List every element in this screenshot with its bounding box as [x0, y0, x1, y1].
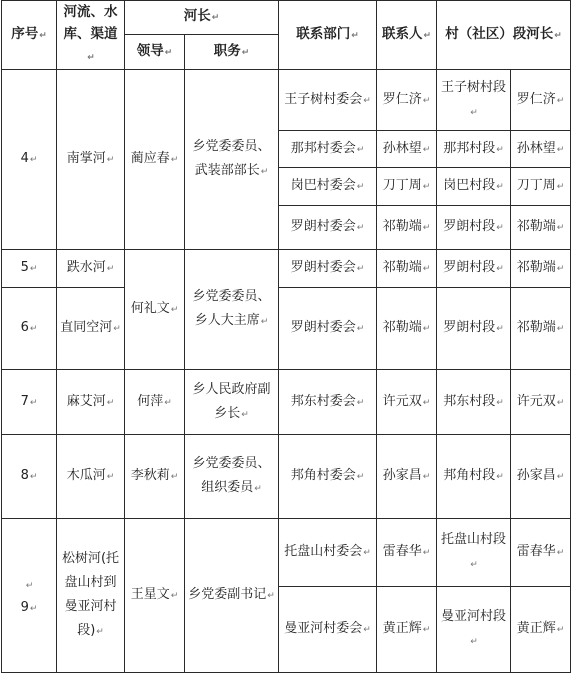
header-dept: 联系部门↵ — [279, 1, 377, 70]
cell-segment: 罗朗村段↵ — [437, 206, 511, 250]
header-chief: 河长↵ — [125, 1, 279, 35]
cell-segment: 邦东村段↵ — [437, 370, 511, 435]
cell-segment-chief: 孙林望↵ — [511, 131, 571, 168]
cell-river: 麻艾河↵ — [57, 370, 125, 435]
cell-position: 乡党委委员、乡人大主席↵ — [185, 250, 279, 370]
cell-seq: 4↵ — [2, 70, 57, 250]
header-leader: 领导↵ — [125, 34, 185, 69]
cell-leader: 李秋莉↵ — [125, 435, 185, 519]
header-contact: 联系人↵ — [377, 1, 437, 70]
cell-contact: 孙家昌↵ — [377, 435, 437, 519]
cell-leader: 何萍↵ — [125, 370, 185, 435]
cell-position: 乡党委委员、武装部部长↵ — [185, 70, 279, 250]
cell-segment-chief: 祁勒端↵ — [511, 288, 571, 370]
cell-dept: 托盘山村委会↵ — [279, 519, 377, 587]
cell-dept: 曼亚河村委会↵ — [279, 587, 377, 673]
cell-river: 直同空河↵ — [57, 288, 125, 370]
cell-river: 南掌河↵ — [57, 70, 125, 250]
cell-segment-chief: 罗仁济↵ — [511, 70, 571, 131]
river-chief-table — [1, 0, 571, 673]
cell-seq: ↵ 9↵ — [2, 519, 57, 673]
header-position: 职务↵ — [185, 34, 279, 69]
cell-leader: 王星文↵ — [125, 519, 185, 673]
cell-contact: 黄正辉↵ — [377, 587, 437, 673]
cell-leader: 蔺应春↵ — [125, 70, 185, 250]
table-row — [2, 370, 571, 435]
cell-segment: 曼亚河村段↵ — [437, 587, 511, 673]
cell-seq: 8↵ — [2, 435, 57, 519]
cell-dept: 邦角村委会↵ — [279, 435, 377, 519]
cell-river: 松树河(托盘山村到曼亚河村段)↵ — [57, 519, 125, 673]
cell-contact: 刀丁周↵ — [377, 168, 437, 206]
cell-contact: 祁勒端↵ — [377, 206, 437, 250]
cell-dept: 岗巴村委会↵ — [279, 168, 377, 206]
cell-dept: 罗朗村委会↵ — [279, 250, 377, 288]
header-village-chief: 村（社区）段河长↵ — [437, 1, 571, 70]
table-row — [2, 288, 571, 370]
cell-seq: 5↵ — [2, 250, 57, 288]
cell-contact: 祁勒端↵ — [377, 250, 437, 288]
cell-river: 跌水河↵ — [57, 250, 125, 288]
cell-segment-chief: 祁勒端↵ — [511, 206, 571, 250]
cell-contact: 祁勒端↵ — [377, 288, 437, 370]
cell-contact: 许元双↵ — [377, 370, 437, 435]
table-row — [2, 70, 571, 131]
cell-segment-chief: 许元双↵ — [511, 370, 571, 435]
cell-leader: 何礼文↵ — [125, 250, 185, 370]
table-row — [2, 435, 571, 519]
cell-contact: 雷春华↵ — [377, 519, 437, 587]
cell-segment-chief: 雷春华↵ — [511, 519, 571, 587]
cell-segment-chief: 刀丁周↵ — [511, 168, 571, 206]
cell-dept: 罗朗村委会↵ — [279, 288, 377, 370]
cell-segment: 邦角村段↵ — [437, 435, 511, 519]
cell-river: 木瓜河↵ — [57, 435, 125, 519]
cell-position: 乡人民政府副乡长↵ — [185, 370, 279, 435]
cell-seq: 7↵ — [2, 370, 57, 435]
table-row — [2, 519, 571, 587]
cell-seq: 6↵ — [2, 288, 57, 370]
cell-segment-chief: 孙家昌↵ — [511, 435, 571, 519]
cell-segment: 罗朗村段↵ — [437, 288, 511, 370]
cell-segment: 岗巴村段↵ — [437, 168, 511, 206]
cell-dept: 那邦村委会↵ — [279, 131, 377, 168]
header-seq: 序号↵ — [2, 1, 57, 70]
cell-dept: 邦东村委会↵ — [279, 370, 377, 435]
cell-segment: 罗朗村段↵ — [437, 250, 511, 288]
cell-segment-chief: 祁勒端↵ — [511, 250, 571, 288]
header-river: 河流、水库、渠道↵ — [57, 1, 125, 70]
cell-contact: 孙林望↵ — [377, 131, 437, 168]
cell-segment: 托盘山村段↵ — [437, 519, 511, 587]
cell-segment: 王子树村段↵ — [437, 70, 511, 131]
cell-dept: 罗朗村委会↵ — [279, 206, 377, 250]
cell-position: 乡党委委员、组织委员↵ — [185, 435, 279, 519]
cell-segment: 那邦村段↵ — [437, 131, 511, 168]
cell-contact: 罗仁济↵ — [377, 70, 437, 131]
table-row — [2, 250, 571, 288]
header-row-1 — [2, 1, 571, 35]
cell-segment-chief: 黄正辉↵ — [511, 587, 571, 673]
cell-position: 乡党委副书记↵ — [185, 519, 279, 673]
cell-dept: 王子树村委会↵ — [279, 70, 377, 131]
